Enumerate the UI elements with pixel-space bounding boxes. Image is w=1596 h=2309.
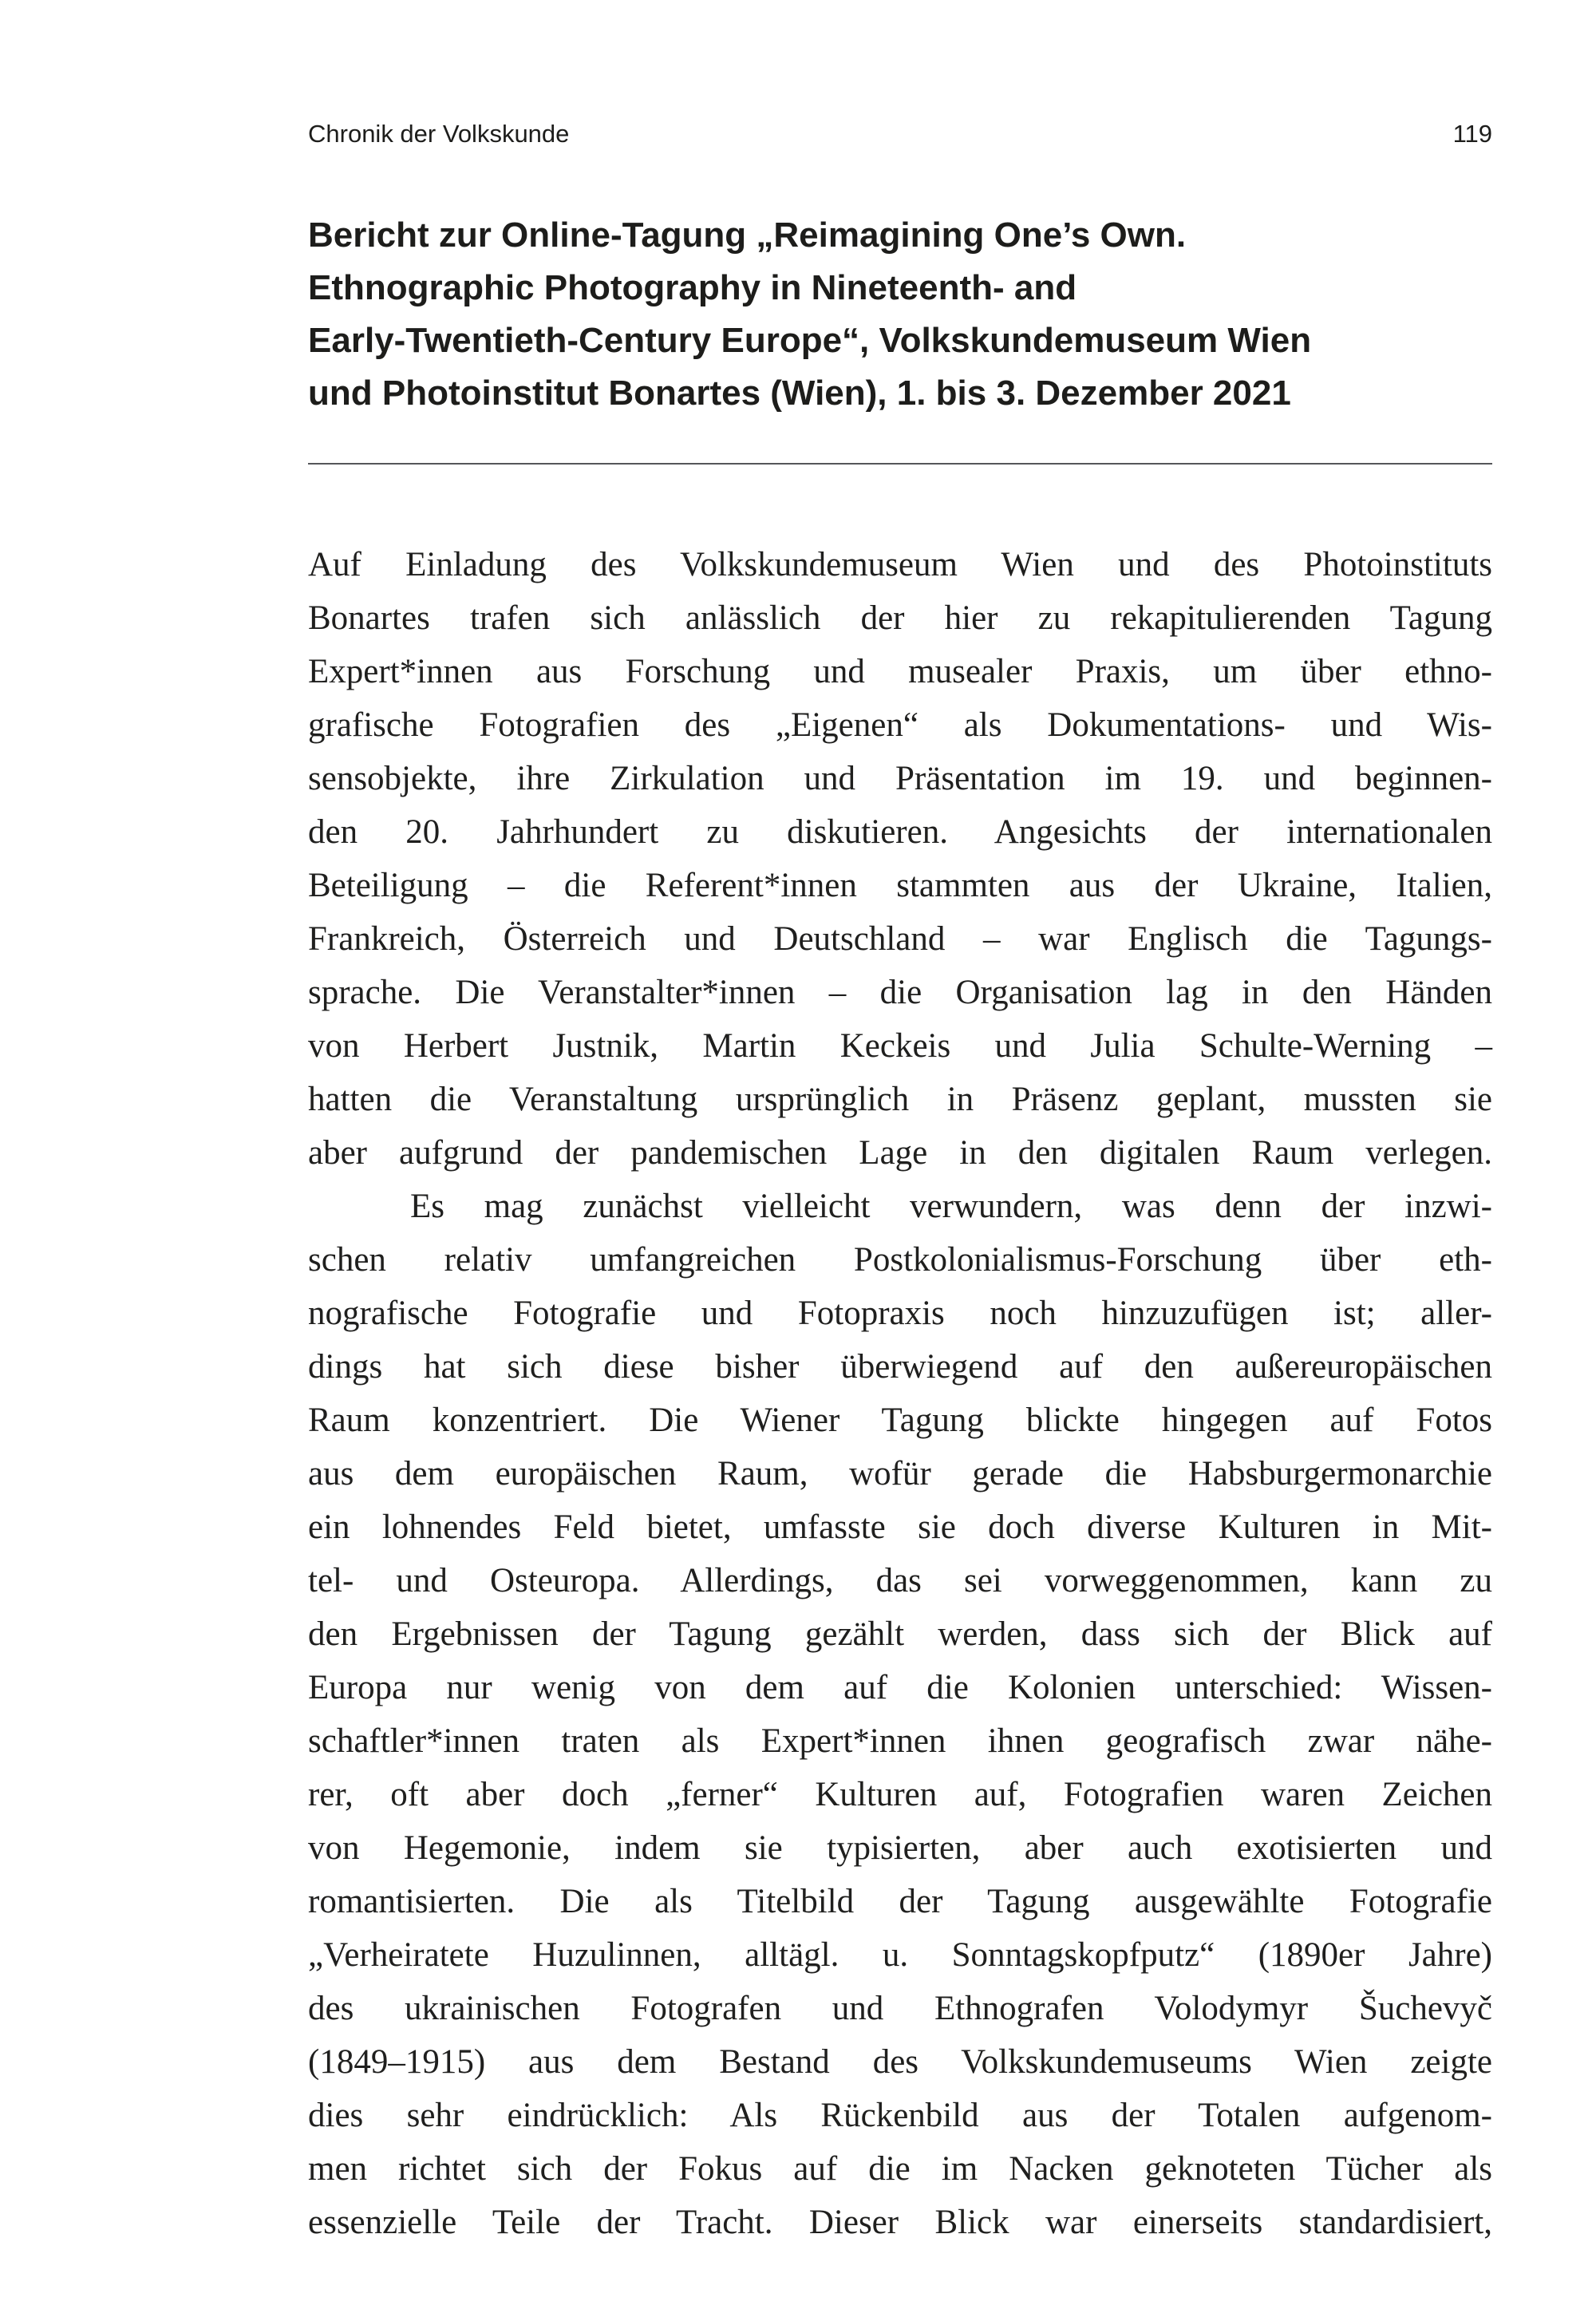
paragraph bbox=[308, 538, 1492, 1180]
body-line: Es mag zunächst vielleicht verwundern, was denn der inzwi- bbox=[410, 1188, 1492, 1225]
body-line: nografische Fotografie und Fotopraxis noch hinzuzufügen ist; aller- bbox=[308, 1295, 1492, 1332]
body-line: Europa nur wenig von dem auf die Kolonien unterschied: Wissen- bbox=[308, 1669, 1492, 1706]
body-line: Expert*innen aus Forschung und musealer Praxis, um über ethno- bbox=[308, 653, 1492, 690]
body-line: des ukrainischen Fotografen und Ethnografen Volodymyr Šuchevyč bbox=[308, 1990, 1492, 2027]
body-line: sprache. Die Veranstalter*innen – die Organisation lag in den Händen bbox=[308, 974, 1492, 1011]
article-title bbox=[308, 209, 1492, 420]
title-line: Ethnographic Photography in Nineteenth- and bbox=[308, 268, 1077, 307]
body-line: ein lohnendes Feld bietet, umfasste sie doch diverse Kulturen in Mit- bbox=[308, 1508, 1492, 1546]
body-line: tel- und Osteuropa. Allerdings, das sei vorweggenommen, kann zu bbox=[308, 1562, 1492, 1599]
body-line: schen relativ umfangreichen Postkolonialismus-Forschung über eth- bbox=[308, 1241, 1492, 1279]
body-line: Beteiligung – die Referent*innen stammten aus der Ukraine, Italien, bbox=[308, 867, 1492, 904]
body-line: Auf Einladung des Volkskundemuseum Wien und des Photoinstituts bbox=[308, 546, 1492, 583]
body-line: grafische Fotografien des „Eigenen“ als Dokumentations- und Wis- bbox=[308, 706, 1492, 744]
page-number: 119 bbox=[1452, 120, 1492, 148]
body-line: Raum konzentriert. Die Wiener Tagung blickte hingegen auf Fotos bbox=[308, 1402, 1492, 1439]
article-body bbox=[308, 538, 1492, 2249]
running-header: Chronik der Volkskunde bbox=[308, 120, 570, 148]
page-header bbox=[308, 120, 1492, 148]
body-line: von Herbert Justnik, Martin Keckeis und Julia Schulte-Werning – bbox=[308, 1027, 1492, 1065]
body-line: essenzielle Teile der Tracht. Dieser Blick war einerseits standardisiert, bbox=[308, 2204, 1492, 2241]
title-line: Early-Twentieth-Century Europe“, Volkskundemuseum Wien bbox=[308, 321, 1312, 360]
body-line: „Verheiratete Huzulinnen, alltägl. u. Sonntagskopfputz“ (1890er Jahre) bbox=[308, 1936, 1492, 1974]
body-line: rer, oft aber doch „ferner“ Kulturen auf, Fotografien waren Zeichen bbox=[308, 1776, 1492, 1813]
body-line: dings hat sich diese bisher überwiegend auf den außereuropäischen bbox=[308, 1348, 1492, 1386]
title-line: Bericht zur Online-Tagung „Reimagining One’s Own. bbox=[308, 215, 1187, 255]
body-line: aus dem europäischen Raum, wofür gerade die Habsburgermonarchie bbox=[308, 1455, 1492, 1493]
divider-rule bbox=[308, 463, 1492, 465]
body-line: Bonartes trafen sich anlässlich der hier zu rekapitulierenden Tagung bbox=[308, 599, 1492, 637]
body-line: den Ergebnissen der Tagung gezählt werden, dass sich der Blick auf bbox=[308, 1615, 1492, 1653]
body-line: hatten die Veranstaltung ursprünglich in Präsenz geplant, mussten sie bbox=[308, 1081, 1492, 1118]
paragraph bbox=[308, 1180, 1492, 2249]
title-line: und Photoinstitut Bonartes (Wien), 1. bis 3. Dezember 2021 bbox=[308, 374, 1291, 413]
body-line: Frankreich, Österreich und Deutschland – war Englisch die Tagungs- bbox=[308, 920, 1492, 958]
body-line: (1849–1915) aus dem Bestand des Volkskundemuseums Wien zeigte bbox=[308, 2043, 1492, 2081]
body-line: romantisierten. Die als Titelbild der Tagung ausgewählte Fotografie bbox=[308, 1883, 1492, 1920]
body-line: sensobjekte, ihre Zirkulation und Präsentation im 19. und beginnen- bbox=[308, 760, 1492, 797]
body-line: von Hegemonie, indem sie typisierten, aber auch exotisierten und bbox=[308, 1829, 1492, 1867]
body-line: dies sehr eindrücklich: Als Rückenbild aus der Totalen aufgenom- bbox=[308, 2097, 1492, 2134]
body-line: schaftler*innen traten als Expert*innen ihnen geografisch zwar nähe- bbox=[308, 1722, 1492, 1760]
body-line: den 20. Jahrhundert zu diskutieren. Angesichts der internationalen bbox=[308, 813, 1492, 851]
body-line: men richtet sich der Fokus auf die im Nacken geknoteten Tücher als bbox=[308, 2150, 1492, 2188]
body-line: aber aufgrund der pandemischen Lage in den digitalen Raum verlegen. bbox=[308, 1134, 1492, 1172]
